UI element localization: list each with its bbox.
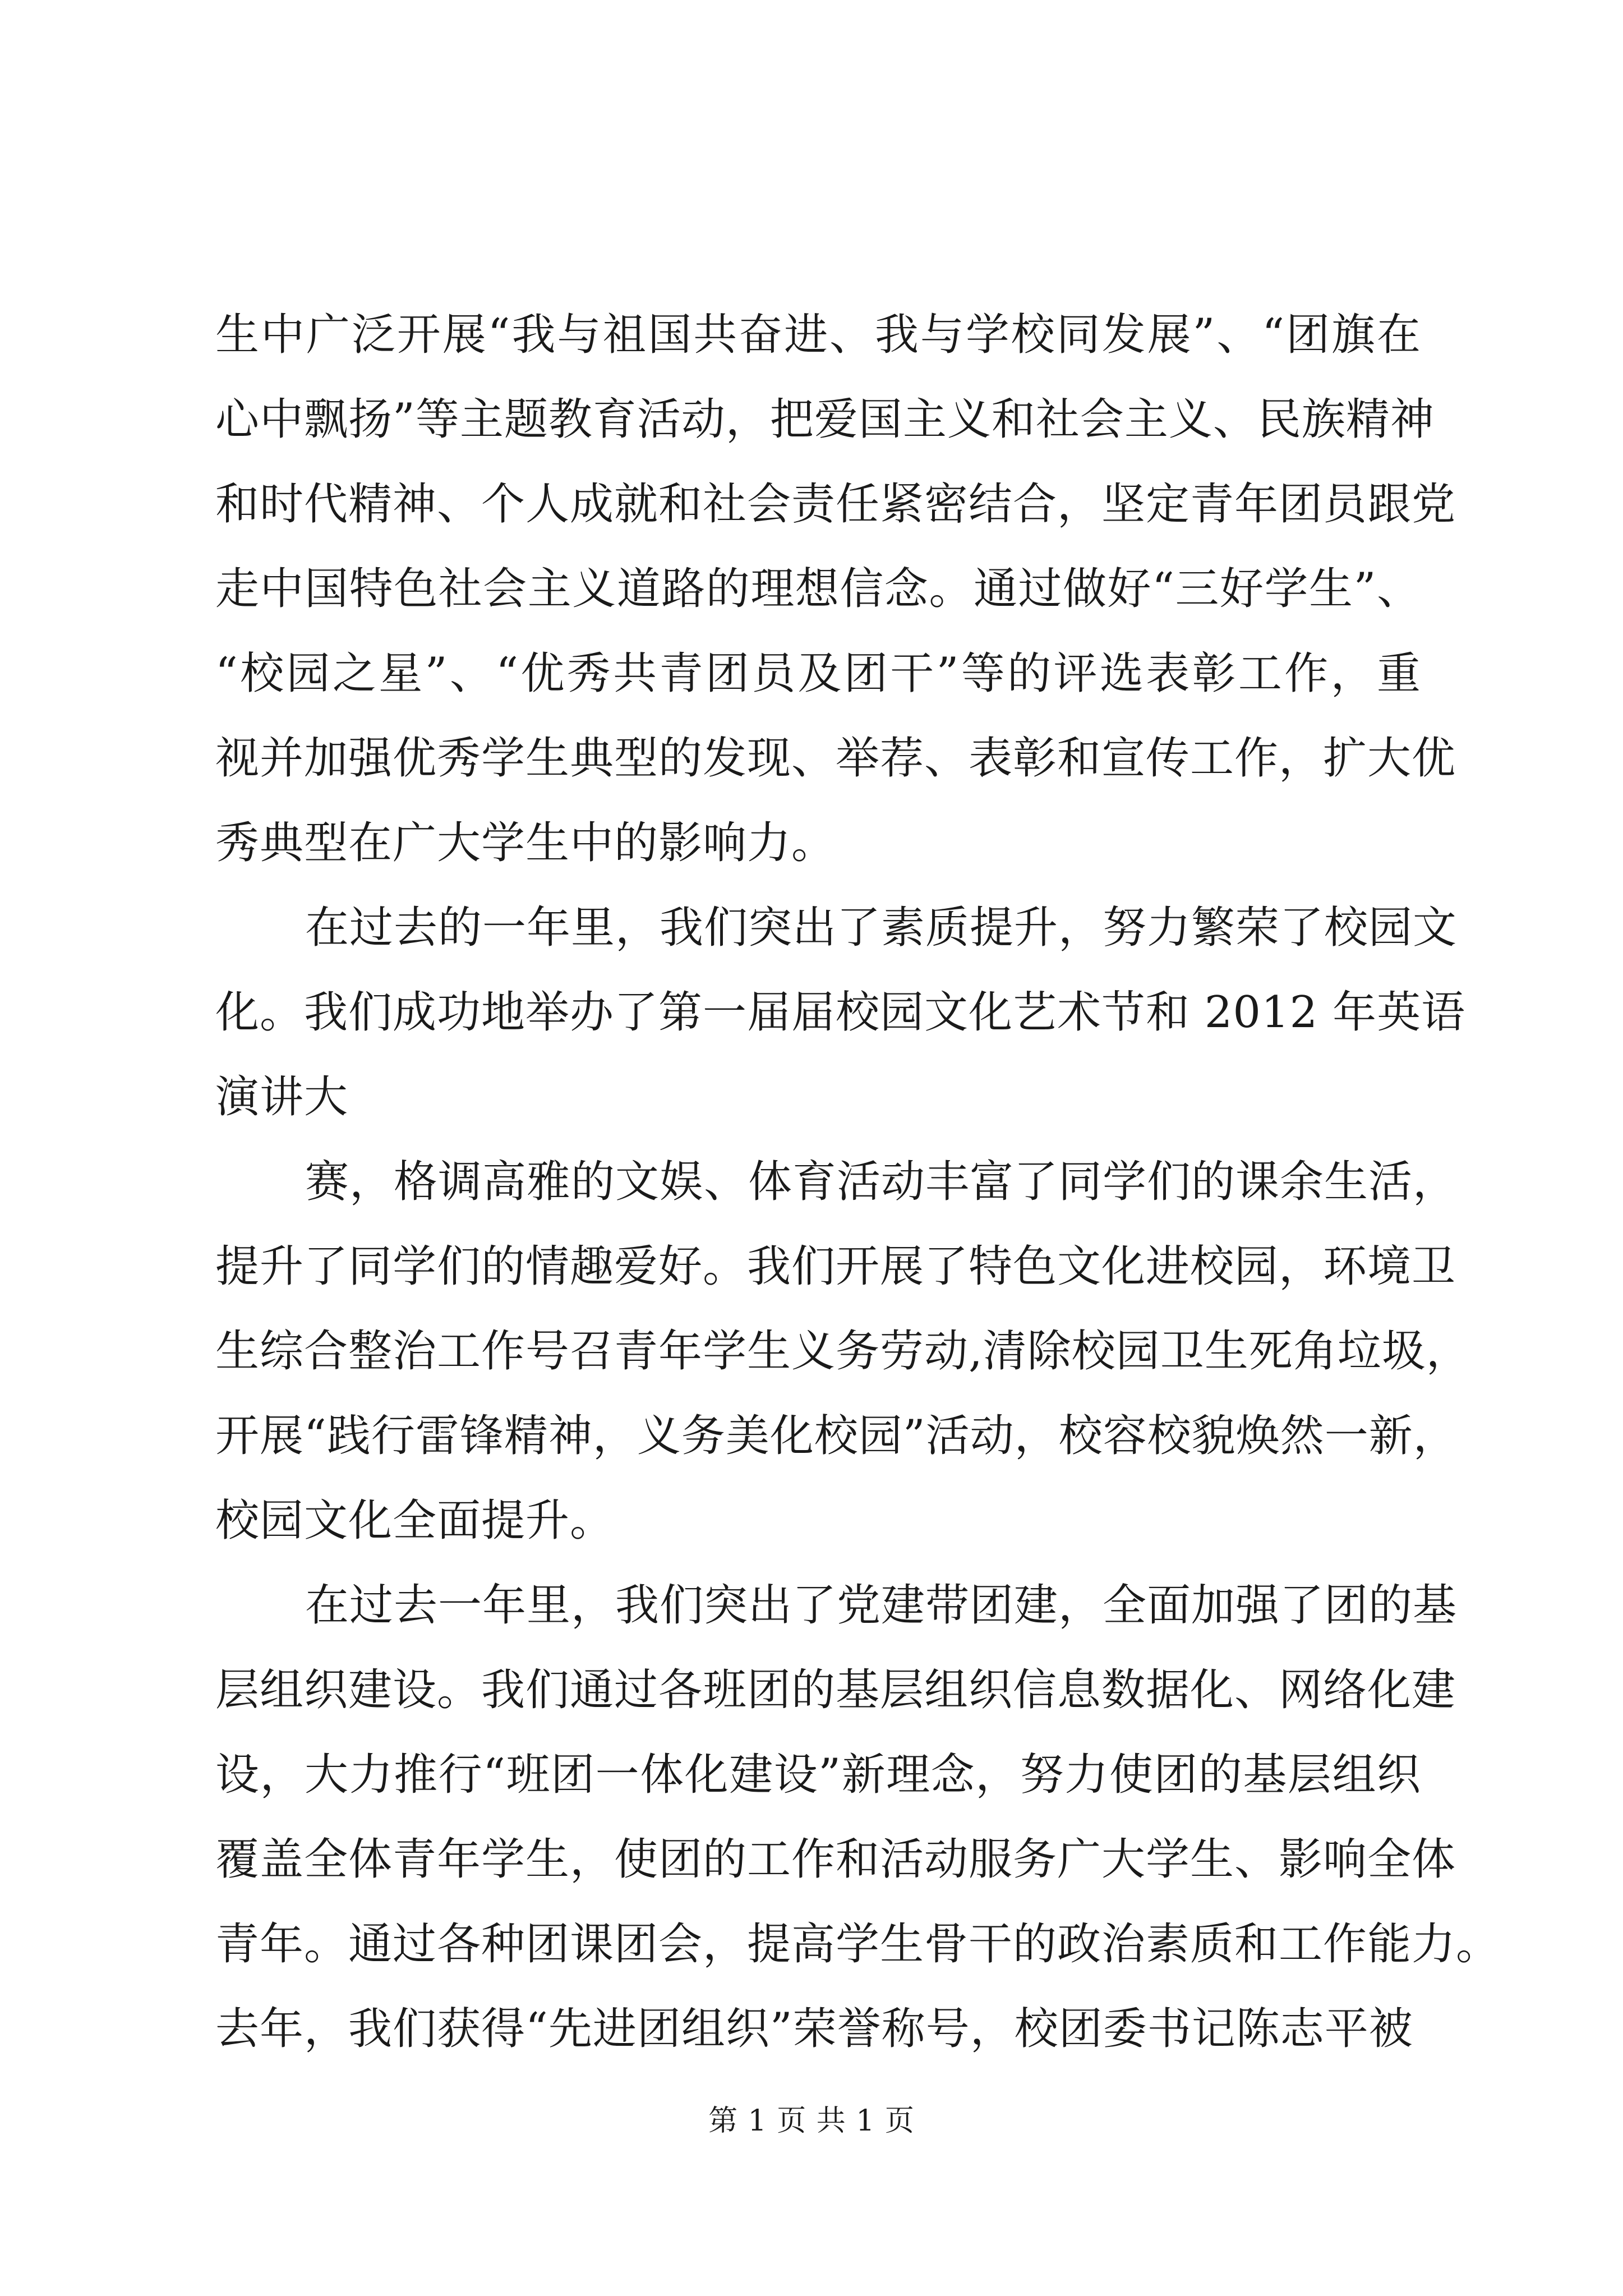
body-text — [215, 293, 1501, 2072]
text-line: “校园之星”、“优秀共青团员及团干”等的评选表彰工作，重 — [215, 648, 1421, 699]
paragraph — [215, 1140, 1470, 1563]
text-line: 提升了同学们的情趣爱好。我们开展了特色文化进校园，环境卫 — [215, 1241, 1456, 1292]
text-line: 化。我们成功地举办了第一届届校园文化艺术节和 2012 年英语 — [215, 987, 1466, 1038]
text-line: 生综合整治工作号召青年学生义务劳动,清除校园卫生死角垃圾， — [215, 1326, 1470, 1377]
text-line: 赛，格调高雅的文娱、体育活动丰富了同学们的课余生活， — [305, 1157, 1458, 1207]
text-line: 青年。通过各种团课团会，提高学生骨干的政治素质和工作能力。 — [215, 1919, 1501, 1970]
text-line: 去年，我们获得“先进团组织”荣誉称号，校团委书记陈志平被 — [215, 2004, 1413, 2054]
text-line: 校园文化全面提升。 — [215, 1496, 615, 1546]
text-line: 开展“践行雷锋精神，义务美化校园”活动，校容校貌焕然一新， — [215, 1411, 1458, 1461]
text-line: 秀典型在广大学生中的影响力。 — [215, 818, 836, 868]
paragraph — [215, 886, 1466, 1140]
text-line: 和时代精神、个人成就和社会责任紧密结合，坚定青年团员跟党 — [215, 479, 1456, 530]
text-line: 视并加强优秀学生典型的发现、举荐、表彰和宣传工作，扩大优 — [215, 733, 1456, 784]
text-line: 演讲大 — [215, 1072, 349, 1122]
text-line: 层组织建设。我们通过各班团的基层组织信息数据化、网络化建 — [215, 1665, 1456, 1715]
text-line: 生中广泛开展“我与祖国共奋进、我与学校同发展”、“团旗在 — [215, 310, 1421, 360]
text-line: 在过去一年里，我们突出了党建带团建，全面加强了团的基 — [305, 1580, 1458, 1631]
page-footer: 第 1 页 共 1 页 — [708, 2104, 915, 2138]
text-line: 设，大力推行“班团一体化建设”新理念，努力使团的基层组织 — [215, 1750, 1421, 1800]
text-line: 走中国特色社会主义道路的理想信念。通过做好“三好学生”、 — [215, 564, 1421, 614]
text-line: 心中飘扬”等主题教育活动，把爱国主义和社会主义、民族精神 — [215, 394, 1435, 445]
paragraph — [215, 293, 1456, 886]
text-line: 在过去的一年里，我们突出了素质提升，努力繁荣了校园文 — [305, 903, 1458, 953]
paragraph — [215, 1563, 1501, 2072]
text-line: 覆盖全体青年学生，使团的工作和活动服务广大学生、影响全体 — [215, 1834, 1456, 1885]
